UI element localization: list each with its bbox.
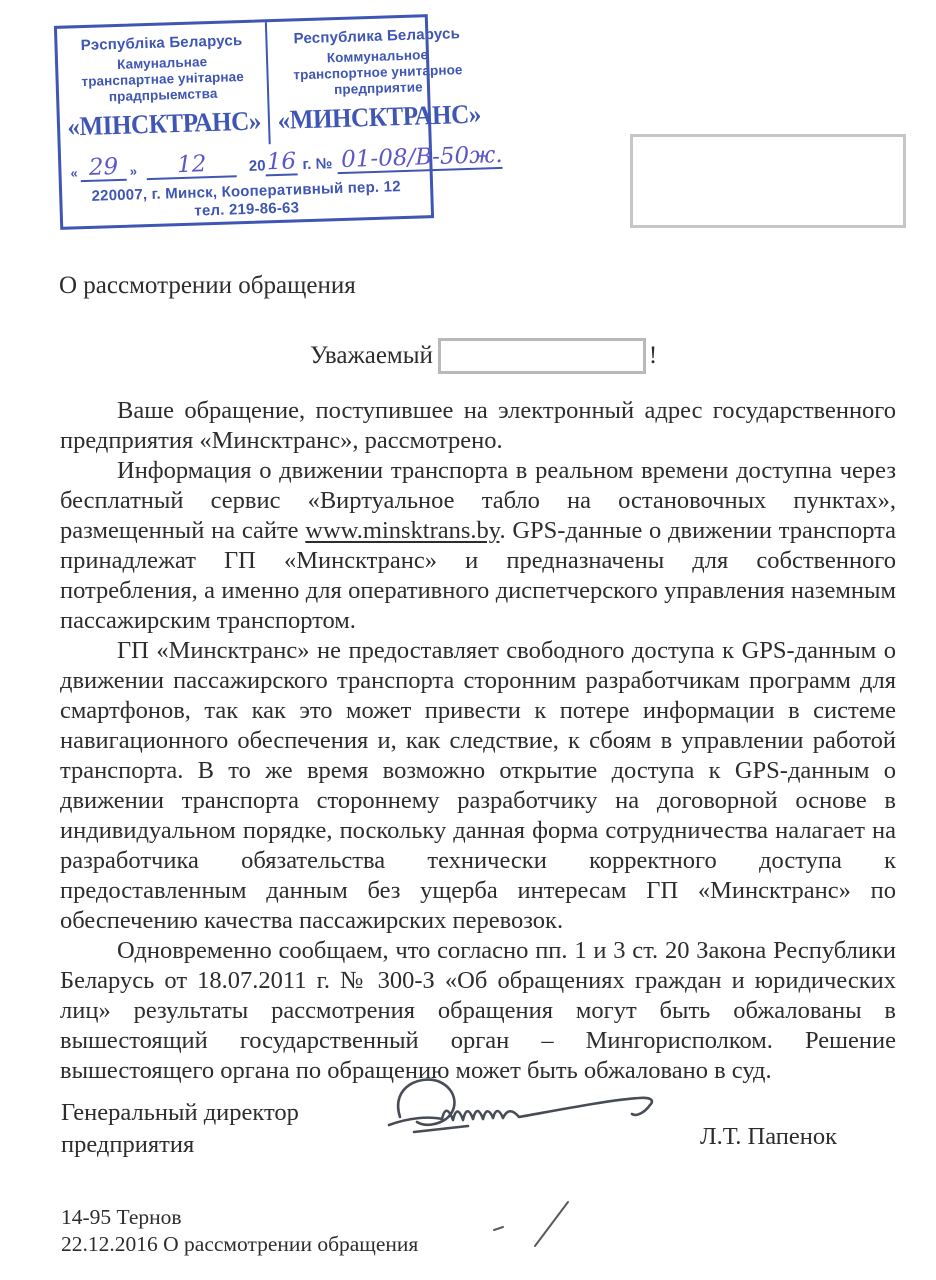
stamp-address [62, 177, 431, 225]
paragraph-2-text-before: Информация о движении транспорта в реальном времени доступна через бесплатный сервис «Виртуальное табло на остановочных пунктах», размещенный на сайте [60, 457, 896, 544]
stamp-number-label: г. № [302, 155, 333, 174]
stamp-handwritten-month: 12 [146, 152, 237, 180]
greeting-exclamation: ! [648, 342, 658, 369]
stamp-address-line1: 220007, г. Минск, Кооперативный пер. 12 [91, 178, 401, 205]
stamp-open-quote: « [70, 165, 78, 181]
stamp-country-ru: Республика Беларусь [293, 25, 461, 48]
subject-line: О рассмотрении обращения [59, 272, 356, 299]
stamp-org-ru-line3: предприятие [333, 79, 423, 98]
stamp-org-by-line1: Камунальнае [116, 54, 208, 72]
stamp-columns [57, 17, 482, 150]
paragraph-3: ГП «Минсктранс» не предоставляет свободного доступа к GPS-данным о движении пассажирского транспорта сторонним разработчикам программ для смартфонов, так как это может привести к потере информации в системе навигационного обеспечения и, как следствие, к сбоям в управлении работой транспорта. В то же время возможно открытие доступа к GPS-данным о движении транспорта стороннему разработчику на договорной основе в индивидуальном порядке, поскольку данная форма сотрудничества налагает на разработчика обязательства технически корректного доступа к предоставленным данным без ущерба интересам ГП «Минсктранс» по обеспечению качества пассажирских перевозок. [60, 637, 896, 934]
redacted-name-field [438, 338, 646, 374]
stamp-org-ru-line2: транспортное унитарное [293, 62, 463, 83]
stamp-handwritten-day: 29 [80, 156, 127, 182]
signatory-title-line1: Генеральный директор [61, 1099, 299, 1126]
minsktrans-url: www.minsktrans.by [305, 517, 500, 544]
stamp-handwritten-year: 16 [266, 148, 297, 176]
stamp-close-quote: » [129, 163, 138, 179]
stamp-org-by-line3: прадпрыемства [108, 85, 218, 105]
stamp-company-name-ru: «МИНСКТРАНС» [277, 98, 482, 135]
paragraph-4: Одновременно сообщаем, что согласно пп. 1 и 3 ст. 20 Закона Республики Беларусь от 18.07.2011 г. № 300-З «Об обращениях граждан и юридических лиц» результаты рассмотрения обращения могут быть обжалованы в вышестоящий государственный орган – Мингорисполком. Решение вышестоящего органа по обращению может быть обжаловано в суд. [60, 937, 896, 1084]
greeting-line [310, 338, 657, 374]
stamp-company-name-by: «МІНСКТРАНС» [66, 105, 262, 142]
stamp-org-by-line2: транспартнае унітарнае [81, 68, 245, 90]
greeting-prefix: Уважаемый [310, 342, 433, 369]
stamp-russian-column [267, 15, 489, 144]
stamp-address-line2: тел. 219-86-63 [194, 199, 300, 220]
letter-body [60, 396, 896, 1086]
stamp-handwritten-number: 01-08/В-50ж. [337, 144, 503, 174]
company-stamp [54, 14, 503, 230]
executor-note [61, 1204, 418, 1258]
signatory-title-line2: предприятия [61, 1131, 195, 1158]
executor-line: 14-95 Тернов [61, 1205, 182, 1229]
paragraph-1: Ваше обращение, поступившее на электронный адрес государственного предприятия «Минсктранс», рассмотрено. [60, 397, 896, 454]
director-signature [378, 1074, 678, 1169]
redacted-recipient-block [630, 134, 906, 228]
stamp-org-ru-line1: Коммунальное [326, 47, 429, 66]
stamp-country-by: Рэспубліка Беларусь [80, 32, 243, 55]
pen-slash-mark [488, 1196, 580, 1252]
signatory-title [61, 1097, 299, 1161]
stamp-year-prefix: 20 [248, 157, 266, 175]
paragraph-2 [60, 456, 896, 636]
stamp-belarusian-column [57, 22, 271, 151]
signatory-name: Л.Т. Папенок [700, 1123, 837, 1150]
paragraph-2-text-after: . GPS-данные о движении транспорта принадлежат ГП «Минсктранс» и предназначены для собственного потребления, а именно для оперативного диспетчерского управления наземным пассажирским транспортом. [60, 517, 897, 634]
stamp-date-line [70, 141, 503, 183]
date-subject-line: 22.12.2016 О рассмотрении обращения [61, 1232, 419, 1256]
